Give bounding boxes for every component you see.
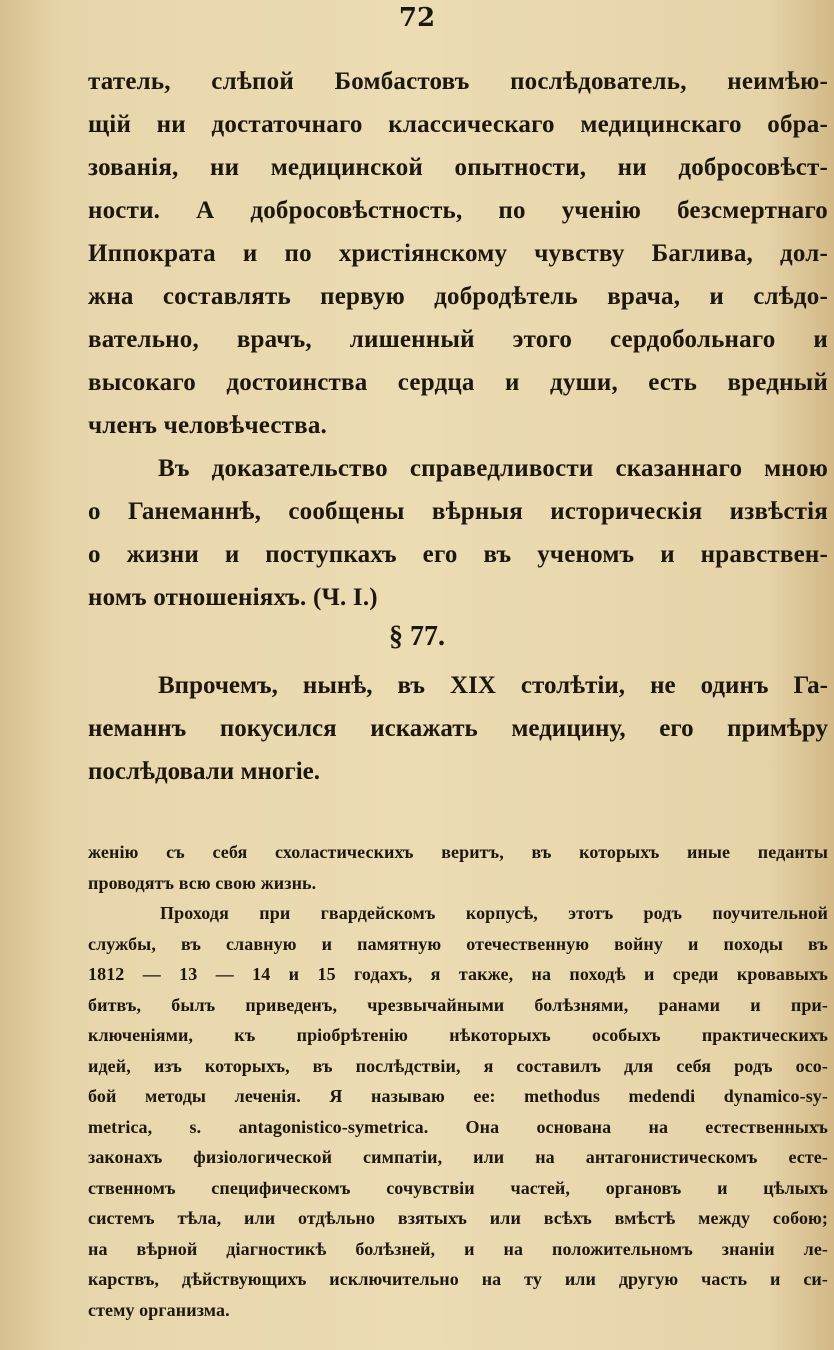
text-line: Въ доказательство справедливости сказаннаго мною [158,455,828,482]
text-line: о Ганеманнѣ, сообщены вѣрныя историческiя извѣстiя [88,498,828,525]
text-line: номъ отношенiяхъ. (Ч. I.) [88,584,378,611]
footnote-line: ственномъ специфическомъ сочувствiи частей, органовъ и цѣлыхъ [88,1177,828,1198]
text-line: зованiя, ни медицинской опытности, ни добросовѣст- [88,154,828,181]
footnote-line: Проходя при гвардейскомъ корпусѣ, этотъ родъ поучительной [160,903,828,923]
footnote-line: ключенiями, къ прiобрѣтенiю нѣкоторыхъ особыхъ практическихъ [88,1025,828,1045]
text-line: ности. А добросовѣстность, по ученiю безсмертнаго [88,197,828,224]
footnote [88,837,828,1325]
section-text [88,664,828,793]
text-line: неманнъ покусился искажать медицину, его примѣру [88,715,828,742]
text-line: жна составлять первую добродѣтель врача, и слѣдо- [88,283,828,310]
footnote-line: женiю съ себя схоластическихъ веритъ, въ которыхъ иные педанты [88,842,828,862]
footnote-line: metrica, s. antagonistico-symetrica. Она основана на естественныхъ [88,1116,828,1137]
footnote-line: идей, изъ которыхъ, въ послѣдствiи, я составилъ для себя родъ осо- [88,1055,828,1076]
text-line: высокаго достоинства сердца и души, есть вредный [88,369,828,396]
footnote-line: службы, въ славную и памятную отечественную войну и походы въ [88,933,828,954]
section-heading: § 77. [389,621,445,652]
footnote-line: проводятъ всю свою жизнь. [88,872,317,893]
footnote-line: карствъ, дѣйствующихъ исключительно на ту или другую часть и си- [88,1269,828,1289]
main-text [88,60,828,619]
text-line: вательно, врачъ, лишенный этого сердобольнаго и [88,326,828,353]
text-line: татель, слѣпой Бомбастовъ послѣдователь, неимѣю- [88,68,828,95]
text-line: Иппократа и по христiянскому чувству Баглива, дол- [88,240,828,267]
text-line: Впрочемъ, нынѣ, въ XIX столѣтiи, не одинъ Га- [158,672,828,699]
footnote-line: битвъ, былъ приведенъ, чрезвычайными болѣзнями, ранами и при- [88,994,828,1015]
text-line: послѣдовали многiе. [88,758,321,785]
text-line: о жизни и поступкахъ его въ ученомъ и нравствен- [88,541,828,568]
footnote-line: законахъ физiологической симпатiи, или на антагонистическомъ есте- [88,1147,828,1167]
footnote-line: системъ тѣла, или отдѣльно взятыхъ или всѣхъ вмѣстѣ между собою; [88,1208,828,1228]
footnote-line: 1812 — 13 — 14 и 15 годахъ, я также, на походѣ и среди кровавыхъ [88,964,828,984]
text-line: членъ человѣчества. [88,412,327,439]
page-number: 72 [398,3,436,33]
footnote-line: на вѣрной дiагностикѣ болѣзней, и на положительномъ знанiи ле- [88,1238,828,1259]
footnote-line: бой методы леченiя. Я называю ее: methodus medendi dynamico-sy- [88,1086,828,1106]
text-line: щiй ни достаточнаго классическаго медицинскаго обра- [88,111,828,138]
footnote-line: стему организма. [88,1299,230,1320]
